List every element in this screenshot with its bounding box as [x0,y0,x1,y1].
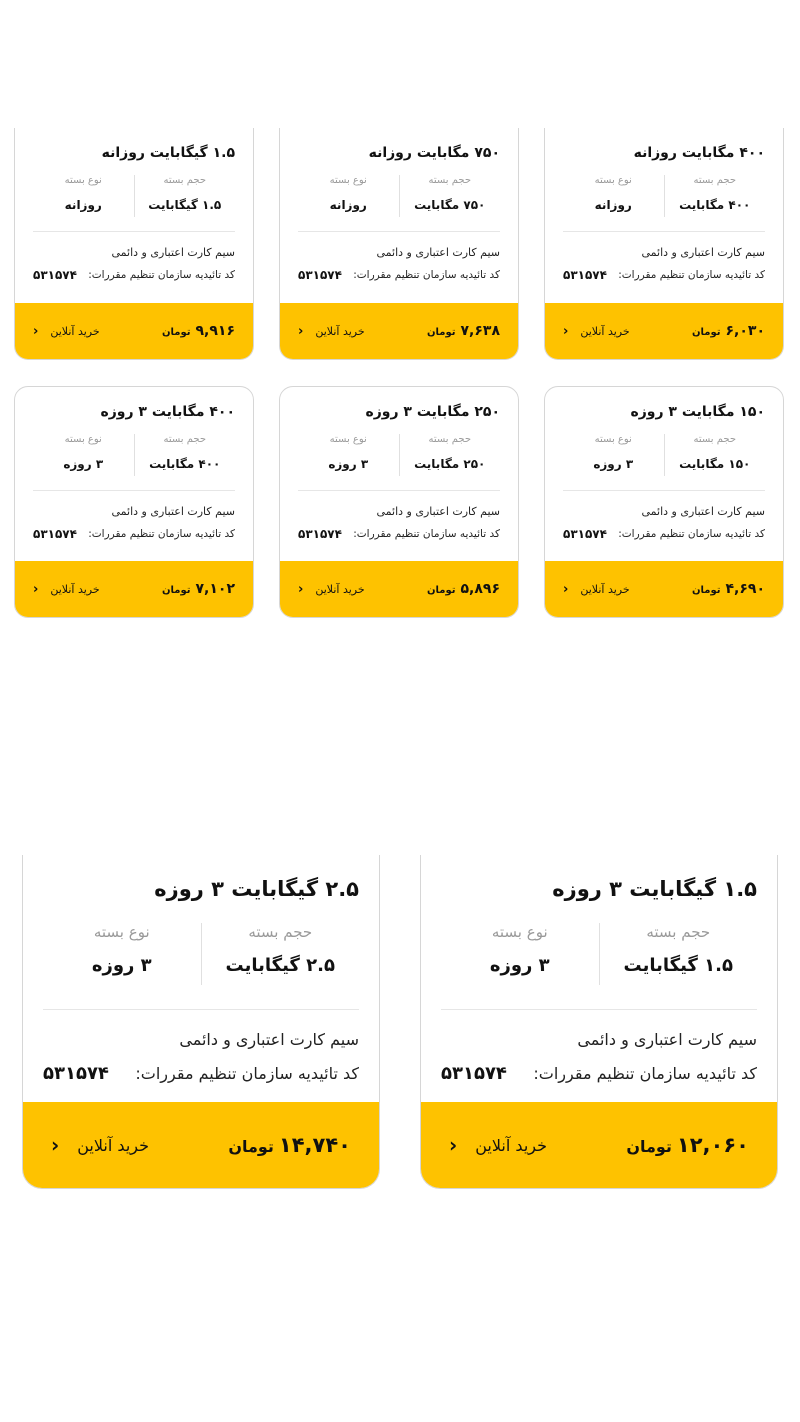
chevron-left-icon: ‹ [33,581,39,597]
type-label: نوع بسته [594,434,632,445]
package-specs [33,434,235,491]
price-unit: تومان [161,585,191,596]
approval-label: کد تائیدیه سازمان تنظیم مقررات: [533,1064,757,1083]
price-value: ۶,۰۳۰ [725,323,765,339]
type-value: ۳ روزه [63,457,104,471]
price-unit: تومان [228,1137,274,1156]
approval-row [298,527,500,541]
type-value: روزانه [594,198,632,212]
buy-bar [545,303,783,359]
buy-bar [15,561,253,617]
buy-online-label: خرید آنلاین [50,582,100,596]
sim-description: سیم کارت اعتباری و دائمی [376,505,500,518]
buy-online-button[interactable] [298,583,365,596]
price [228,1133,351,1157]
price-unit: تومان [161,327,191,338]
size-value: ۱.۵ گیگابایت [623,955,733,976]
package-specs [441,923,757,1010]
buy-online-button[interactable] [51,1135,149,1155]
package-card [279,128,519,360]
sim-description: سیم کارت اعتباری و دائمی [376,246,500,259]
price-value: ۵,۸۹۶ [460,581,500,597]
featured-packages-grid [22,855,778,1189]
chevron-left-icon: ‹ [33,323,39,339]
price-unit: تومان [691,327,721,338]
size-label: حجم بسته [163,434,207,445]
approval-row [33,527,235,541]
approval-code: ۵۳۱۵۷۴ [33,268,77,282]
size-label: حجم بسته [248,923,313,941]
price [692,323,765,339]
package-title: ۱.۵ گیگابایت روزانه [101,145,235,161]
package-specs [298,434,500,491]
package-specs [43,923,359,1010]
price-unit: تومان [426,585,456,596]
package-specs [33,175,235,232]
package-title: ۲۵۰ مگابایت ۳ روزه [365,404,500,420]
price-value: ۴,۶۹۰ [725,581,765,597]
sim-description: سیم کارت اعتباری و دائمی [577,1030,757,1049]
chevron-left-icon: ‹ [449,1133,458,1157]
size-value: ۲.۵ گیگابایت [225,955,335,976]
package-card [14,128,254,360]
size-value: ۲۵۰ مگابایت [414,457,486,471]
package-specs [563,434,765,491]
price [626,1133,749,1157]
type-value: ۳ روزه [593,457,634,471]
type-label: نوع بسته [329,175,367,186]
buy-online-label: خرید آنلاین [580,582,630,596]
sim-description: سیم کارت اعتباری و دائمی [111,246,235,259]
featured-package-card [420,855,778,1189]
buy-online-label: خرید آنلاین [315,324,365,338]
chevron-left-icon: ‹ [563,323,569,339]
chevron-left-icon: ‹ [51,1133,60,1157]
approval-label: کد تائیدیه سازمان تنظیم مقررات: [618,528,765,540]
buy-online-label: خرید آنلاین [77,1135,149,1155]
package-card [544,128,784,360]
type-value: ۳ روزه [91,955,152,976]
buy-online-label: خرید آنلاین [580,324,630,338]
approval-label: کد تائیدیه سازمان تنظیم مقررات: [618,269,765,281]
sim-description: سیم کارت اعتباری و دائمی [641,505,765,518]
type-value: روزانه [64,198,102,212]
sim-description: سیم کارت اعتباری و دائمی [641,246,765,259]
package-title: ۱.۵ گیگابایت ۳ روزه [552,877,757,901]
buy-online-button[interactable] [298,325,365,338]
approval-code: ۵۳۱۵۷۴ [43,1063,109,1084]
package-specs [563,175,765,232]
size-label: حجم بسته [693,434,737,445]
type-label: نوع بسته [329,434,367,445]
approval-label: کد تائیدیه سازمان تنظیم مقررات: [88,269,235,281]
approval-label: کد تائیدیه سازمان تنظیم مقررات: [353,528,500,540]
buy-online-button[interactable] [449,1135,547,1155]
price [162,323,235,339]
buy-bar [280,561,518,617]
sim-description: سیم کارت اعتباری و دائمی [111,505,235,518]
price-value: ۷,۶۳۸ [460,323,500,339]
price-unit: تومان [626,1137,672,1156]
size-label: حجم بسته [428,434,472,445]
package-card [14,386,254,618]
price-value: ۷,۱۰۲ [195,581,235,597]
chevron-left-icon: ‹ [298,581,304,597]
approval-row [43,1063,359,1084]
type-label: نوع بسته [491,923,548,941]
package-title: ۷۵۰ مگابایت روزانه [368,145,500,161]
featured-package-card [22,855,380,1189]
size-value: ۷۵۰ مگابایت [414,198,486,212]
buy-bar [15,303,253,359]
price-value: ۱۴,۷۴۰ [278,1133,351,1157]
chevron-left-icon: ‹ [298,323,304,339]
package-title: ۴۰۰ مگابایت ۳ روزه [100,404,235,420]
price-value: ۹,۹۱۶ [195,323,235,339]
approval-code: ۵۳۱۵۷۴ [563,268,607,282]
sim-description: سیم کارت اعتباری و دائمی [179,1030,359,1049]
package-title: ۴۰۰ مگابایت روزانه [633,145,765,161]
type-value: ۳ روزه [328,457,369,471]
size-label: حجم بسته [646,923,711,941]
approval-code: ۵۳۱۵۷۴ [33,527,77,541]
size-value: ۴۰۰ مگابایت [149,457,221,471]
type-label: نوع بسته [594,175,632,186]
approval-code: ۵۳۱۵۷۴ [441,1063,507,1084]
approval-row [441,1063,757,1084]
approval-code: ۵۳۱۵۷۴ [298,527,342,541]
buy-online-button[interactable] [563,325,630,338]
chevron-left-icon: ‹ [563,581,569,597]
approval-row [563,527,765,541]
buy-online-button[interactable] [563,583,630,596]
type-value: ۳ روزه [489,955,550,976]
package-title: ۱۵۰ مگابایت ۳ روزه [630,404,765,420]
approval-label: کد تائیدیه سازمان تنظیم مقررات: [353,269,500,281]
approval-label: کد تائیدیه سازمان تنظیم مقررات: [88,528,235,540]
buy-bar [23,1102,379,1188]
size-value: ۱۵۰ مگابایت [679,457,751,471]
buy-online-button[interactable] [33,325,100,338]
price-value: ۱۲,۰۶۰ [676,1133,749,1157]
package-specs [298,175,500,232]
type-label: نوع بسته [93,923,150,941]
approval-code: ۵۳۱۵۷۴ [563,527,607,541]
approval-label: کد تائیدیه سازمان تنظیم مقررات: [135,1064,359,1083]
approval-code: ۵۳۱۵۷۴ [298,268,342,282]
price [162,581,235,597]
price [427,581,500,597]
price [427,323,500,339]
package-title: ۲.۵ گیگابایت ۳ روزه [154,877,359,901]
size-label: حجم بسته [693,175,737,186]
size-value: ۱.۵ گیگابایت [148,198,222,212]
buy-bar [421,1102,777,1188]
packages-grid [14,128,784,618]
type-label: نوع بسته [64,434,102,445]
type-label: نوع بسته [64,175,102,186]
type-value: روزانه [329,198,367,212]
buy-online-label: خرید آنلاین [475,1135,547,1155]
size-label: حجم بسته [428,175,472,186]
buy-online-button[interactable] [33,583,100,596]
approval-row [563,268,765,282]
buy-bar [280,303,518,359]
approval-row [298,268,500,282]
size-value: ۴۰۰ مگابایت [679,198,751,212]
price-unit: تومان [426,327,456,338]
size-label: حجم بسته [163,175,207,186]
package-card [544,386,784,618]
buy-bar [545,561,783,617]
price [692,581,765,597]
buy-online-label: خرید آنلاین [50,324,100,338]
package-card [279,386,519,618]
price-unit: تومان [691,585,721,596]
approval-row [33,268,235,282]
buy-online-label: خرید آنلاین [315,582,365,596]
